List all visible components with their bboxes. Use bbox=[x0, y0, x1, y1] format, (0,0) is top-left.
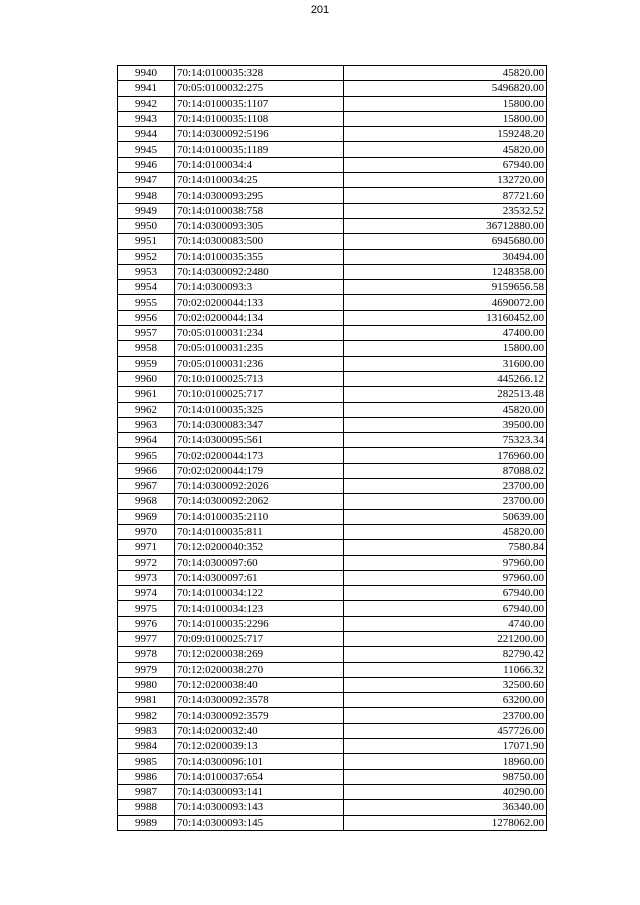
table-row bbox=[118, 739, 547, 754]
table-row bbox=[118, 509, 547, 524]
cadastral-number-cell: 70:14:0300093:3 bbox=[175, 280, 344, 295]
value-cell: 176960.00 bbox=[344, 448, 547, 463]
table-row bbox=[118, 570, 547, 585]
table-row bbox=[118, 295, 547, 310]
value-cell: 445266.12 bbox=[344, 371, 547, 386]
value-cell: 23532.52 bbox=[344, 203, 547, 218]
value-cell: 15800.00 bbox=[344, 341, 547, 356]
cadastral-number-cell: 70:14:0300097:61 bbox=[175, 570, 344, 585]
cadastral-number-cell: 70:14:0100035:2296 bbox=[175, 616, 344, 631]
cadastral-number-cell: 70:14:0300093:143 bbox=[175, 800, 344, 815]
value-cell: 159248.20 bbox=[344, 127, 547, 142]
table-row bbox=[118, 417, 547, 432]
cadastral-number-cell: 70:10:0100025:713 bbox=[175, 371, 344, 386]
cadastral-number-cell: 70:14:0100038:758 bbox=[175, 203, 344, 218]
row-number-cell: 9975 bbox=[118, 601, 175, 616]
row-number-cell: 9953 bbox=[118, 264, 175, 279]
row-number-cell: 9961 bbox=[118, 387, 175, 402]
row-number-cell: 9959 bbox=[118, 356, 175, 371]
table-row bbox=[118, 463, 547, 478]
row-number-cell: 9965 bbox=[118, 448, 175, 463]
row-number-cell: 9972 bbox=[118, 555, 175, 570]
cadastral-number-cell: 70:05:0100031:235 bbox=[175, 341, 344, 356]
table-row bbox=[118, 586, 547, 601]
row-number-cell: 9947 bbox=[118, 173, 175, 188]
row-number-cell: 9945 bbox=[118, 142, 175, 157]
records-table bbox=[117, 65, 547, 831]
value-cell: 31600.00 bbox=[344, 356, 547, 371]
row-number-cell: 9940 bbox=[118, 66, 175, 81]
value-cell: 457726.00 bbox=[344, 723, 547, 738]
row-number-cell: 9948 bbox=[118, 188, 175, 203]
table-row bbox=[118, 555, 547, 570]
cadastral-number-cell: 70:14:0300092:2480 bbox=[175, 264, 344, 279]
table-row bbox=[118, 402, 547, 417]
cadastral-number-cell: 70:02:0200044:133 bbox=[175, 295, 344, 310]
value-cell: 75323.34 bbox=[344, 433, 547, 448]
table-row bbox=[118, 234, 547, 249]
cadastral-number-cell: 70:09:0100025:717 bbox=[175, 631, 344, 646]
cadastral-number-cell: 70:14:0300093:295 bbox=[175, 188, 344, 203]
row-number-cell: 9986 bbox=[118, 769, 175, 784]
value-cell: 15800.00 bbox=[344, 96, 547, 111]
value-cell: 30494.00 bbox=[344, 249, 547, 264]
row-number-cell: 9957 bbox=[118, 326, 175, 341]
row-number-cell: 9942 bbox=[118, 96, 175, 111]
row-number-cell: 9963 bbox=[118, 417, 175, 432]
cadastral-number-cell: 70:02:0200044:173 bbox=[175, 448, 344, 463]
row-number-cell: 9984 bbox=[118, 739, 175, 754]
value-cell: 17071.90 bbox=[344, 739, 547, 754]
cadastral-number-cell: 70:02:0200044:134 bbox=[175, 310, 344, 325]
value-cell: 36340.00 bbox=[344, 800, 547, 815]
cadastral-number-cell: 70:14:0300092:5196 bbox=[175, 127, 344, 142]
value-cell: 97960.00 bbox=[344, 570, 547, 585]
table-row bbox=[118, 387, 547, 402]
row-number-cell: 9943 bbox=[118, 111, 175, 126]
table-row bbox=[118, 784, 547, 799]
table-row bbox=[118, 800, 547, 815]
value-cell: 45820.00 bbox=[344, 524, 547, 539]
row-number-cell: 9989 bbox=[118, 815, 175, 830]
cadastral-number-cell: 70:14:0100035:1108 bbox=[175, 111, 344, 126]
table-row bbox=[118, 662, 547, 677]
cadastral-number-cell: 70:14:0100035:1189 bbox=[175, 142, 344, 157]
value-cell: 6945680.00 bbox=[344, 234, 547, 249]
cadastral-number-cell: 70:12:0200038:270 bbox=[175, 662, 344, 677]
row-number-cell: 9974 bbox=[118, 586, 175, 601]
table-row bbox=[118, 479, 547, 494]
value-cell: 36712880.00 bbox=[344, 218, 547, 233]
cadastral-number-cell: 70:14:0200032:40 bbox=[175, 723, 344, 738]
value-cell: 7580.84 bbox=[344, 540, 547, 555]
cadastral-number-cell: 70:14:0100035:355 bbox=[175, 249, 344, 264]
value-cell: 23700.00 bbox=[344, 494, 547, 509]
cadastral-number-cell: 70:12:0200040:352 bbox=[175, 540, 344, 555]
value-cell: 87088.02 bbox=[344, 463, 547, 478]
cadastral-number-cell: 70:14:0300092:2062 bbox=[175, 494, 344, 509]
table-row bbox=[118, 326, 547, 341]
cadastral-number-cell: 70:14:0300093:141 bbox=[175, 784, 344, 799]
value-cell: 97960.00 bbox=[344, 555, 547, 570]
table-row bbox=[118, 693, 547, 708]
cadastral-number-cell: 70:10:0100025:717 bbox=[175, 387, 344, 402]
table-row bbox=[118, 310, 547, 325]
cadastral-number-cell: 70:02:0200044:179 bbox=[175, 463, 344, 478]
table-row bbox=[118, 203, 547, 218]
row-number-cell: 9941 bbox=[118, 81, 175, 96]
cadastral-number-cell: 70:14:0300083:347 bbox=[175, 417, 344, 432]
value-cell: 18960.00 bbox=[344, 754, 547, 769]
value-cell: 87721.60 bbox=[344, 188, 547, 203]
table-row bbox=[118, 647, 547, 662]
table-row bbox=[118, 356, 547, 371]
table-row bbox=[118, 111, 547, 126]
cadastral-number-cell: 70:14:0100034:4 bbox=[175, 157, 344, 172]
row-number-cell: 9950 bbox=[118, 218, 175, 233]
cadastral-number-cell: 70:14:0300092:3579 bbox=[175, 708, 344, 723]
value-cell: 1248358.00 bbox=[344, 264, 547, 279]
row-number-cell: 9971 bbox=[118, 540, 175, 555]
cadastral-number-cell: 70:14:0300092:2026 bbox=[175, 479, 344, 494]
table-row bbox=[118, 341, 547, 356]
value-cell: 282513.48 bbox=[344, 387, 547, 402]
table-row bbox=[118, 616, 547, 631]
cadastral-number-cell: 70:14:0100035:325 bbox=[175, 402, 344, 417]
table-row bbox=[118, 218, 547, 233]
row-number-cell: 9970 bbox=[118, 524, 175, 539]
value-cell: 11066.32 bbox=[344, 662, 547, 677]
value-cell: 47400.00 bbox=[344, 326, 547, 341]
table-row bbox=[118, 280, 547, 295]
value-cell: 82790.42 bbox=[344, 647, 547, 662]
row-number-cell: 9962 bbox=[118, 402, 175, 417]
cadastral-number-cell: 70:14:0100034:122 bbox=[175, 586, 344, 601]
value-cell: 4740.00 bbox=[344, 616, 547, 631]
cadastral-number-cell: 70:12:0200038:40 bbox=[175, 677, 344, 692]
cadastral-number-cell: 70:14:0100035:811 bbox=[175, 524, 344, 539]
value-cell: 9159656.58 bbox=[344, 280, 547, 295]
value-cell: 45820.00 bbox=[344, 66, 547, 81]
value-cell: 45820.00 bbox=[344, 402, 547, 417]
records-table-body bbox=[118, 66, 547, 831]
row-number-cell: 9966 bbox=[118, 463, 175, 478]
row-number-cell: 9977 bbox=[118, 631, 175, 646]
value-cell: 67940.00 bbox=[344, 601, 547, 616]
row-number-cell: 9955 bbox=[118, 295, 175, 310]
row-number-cell: 9988 bbox=[118, 800, 175, 815]
cadastral-number-cell: 70:05:0100031:234 bbox=[175, 326, 344, 341]
cadastral-number-cell: 70:14:0300083:500 bbox=[175, 234, 344, 249]
cadastral-number-cell: 70:14:0100034:25 bbox=[175, 173, 344, 188]
cadastral-number-cell: 70:14:0300093:145 bbox=[175, 815, 344, 830]
row-number-cell: 9980 bbox=[118, 677, 175, 692]
cadastral-number-cell: 70:05:0100031:236 bbox=[175, 356, 344, 371]
value-cell: 23700.00 bbox=[344, 708, 547, 723]
table-row bbox=[118, 142, 547, 157]
row-number-cell: 9981 bbox=[118, 693, 175, 708]
cadastral-number-cell: 70:14:0300096:101 bbox=[175, 754, 344, 769]
table-row bbox=[118, 188, 547, 203]
cadastral-number-cell: 70:12:0200039:13 bbox=[175, 739, 344, 754]
cadastral-number-cell: 70:05:0100032:275 bbox=[175, 81, 344, 96]
row-number-cell: 9978 bbox=[118, 647, 175, 662]
value-cell: 67940.00 bbox=[344, 157, 547, 172]
row-number-cell: 9968 bbox=[118, 494, 175, 509]
value-cell: 40290.00 bbox=[344, 784, 547, 799]
value-cell: 32500.60 bbox=[344, 677, 547, 692]
row-number-cell: 9979 bbox=[118, 662, 175, 677]
table-row bbox=[118, 371, 547, 386]
table-row bbox=[118, 249, 547, 264]
cadastral-number-cell: 70:12:0200038:269 bbox=[175, 647, 344, 662]
table-row bbox=[118, 769, 547, 784]
cadastral-number-cell: 70:14:0100037:654 bbox=[175, 769, 344, 784]
row-number-cell: 9982 bbox=[118, 708, 175, 723]
value-cell: 63200.00 bbox=[344, 693, 547, 708]
table-row bbox=[118, 540, 547, 555]
value-cell: 45820.00 bbox=[344, 142, 547, 157]
table-row bbox=[118, 631, 547, 646]
cadastral-number-cell: 70:14:0100035:1107 bbox=[175, 96, 344, 111]
row-number-cell: 9985 bbox=[118, 754, 175, 769]
row-number-cell: 9949 bbox=[118, 203, 175, 218]
table-row bbox=[118, 815, 547, 830]
value-cell: 50639.00 bbox=[344, 509, 547, 524]
row-number-cell: 9956 bbox=[118, 310, 175, 325]
row-number-cell: 9951 bbox=[118, 234, 175, 249]
table-row bbox=[118, 157, 547, 172]
row-number-cell: 9944 bbox=[118, 127, 175, 142]
table-row bbox=[118, 264, 547, 279]
table-row bbox=[118, 81, 547, 96]
cadastral-number-cell: 70:14:0100034:123 bbox=[175, 601, 344, 616]
value-cell: 221200.00 bbox=[344, 631, 547, 646]
row-number-cell: 9954 bbox=[118, 280, 175, 295]
table-row bbox=[118, 754, 547, 769]
table-row bbox=[118, 448, 547, 463]
table-row bbox=[118, 433, 547, 448]
cadastral-number-cell: 70:14:0100035:328 bbox=[175, 66, 344, 81]
value-cell: 98750.00 bbox=[344, 769, 547, 784]
row-number-cell: 9952 bbox=[118, 249, 175, 264]
cadastral-number-cell: 70:14:0300097:60 bbox=[175, 555, 344, 570]
table-row bbox=[118, 96, 547, 111]
row-number-cell: 9958 bbox=[118, 341, 175, 356]
table-row bbox=[118, 494, 547, 509]
value-cell: 4690072.00 bbox=[344, 295, 547, 310]
row-number-cell: 9983 bbox=[118, 723, 175, 738]
value-cell: 1278062.00 bbox=[344, 815, 547, 830]
row-number-cell: 9987 bbox=[118, 784, 175, 799]
row-number-cell: 9973 bbox=[118, 570, 175, 585]
value-cell: 15800.00 bbox=[344, 111, 547, 126]
value-cell: 5496820.00 bbox=[344, 81, 547, 96]
cadastral-number-cell: 70:14:0300093:305 bbox=[175, 218, 344, 233]
value-cell: 23700.00 bbox=[344, 479, 547, 494]
value-cell: 39500.00 bbox=[344, 417, 547, 432]
table-row bbox=[118, 127, 547, 142]
row-number-cell: 9964 bbox=[118, 433, 175, 448]
table-row bbox=[118, 173, 547, 188]
page-number: 201 bbox=[310, 4, 330, 16]
table-row bbox=[118, 723, 547, 738]
table-row bbox=[118, 601, 547, 616]
cadastral-number-cell: 70:14:0100035:2110 bbox=[175, 509, 344, 524]
table-row bbox=[118, 66, 547, 81]
table-row bbox=[118, 708, 547, 723]
row-number-cell: 9946 bbox=[118, 157, 175, 172]
cadastral-number-cell: 70:14:0300095:561 bbox=[175, 433, 344, 448]
table-row bbox=[118, 677, 547, 692]
row-number-cell: 9967 bbox=[118, 479, 175, 494]
value-cell: 67940.00 bbox=[344, 586, 547, 601]
row-number-cell: 9969 bbox=[118, 509, 175, 524]
value-cell: 132720.00 bbox=[344, 173, 547, 188]
value-cell: 13160452.00 bbox=[344, 310, 547, 325]
row-number-cell: 9976 bbox=[118, 616, 175, 631]
row-number-cell: 9960 bbox=[118, 371, 175, 386]
cadastral-number-cell: 70:14:0300092:3578 bbox=[175, 693, 344, 708]
table-row bbox=[118, 524, 547, 539]
